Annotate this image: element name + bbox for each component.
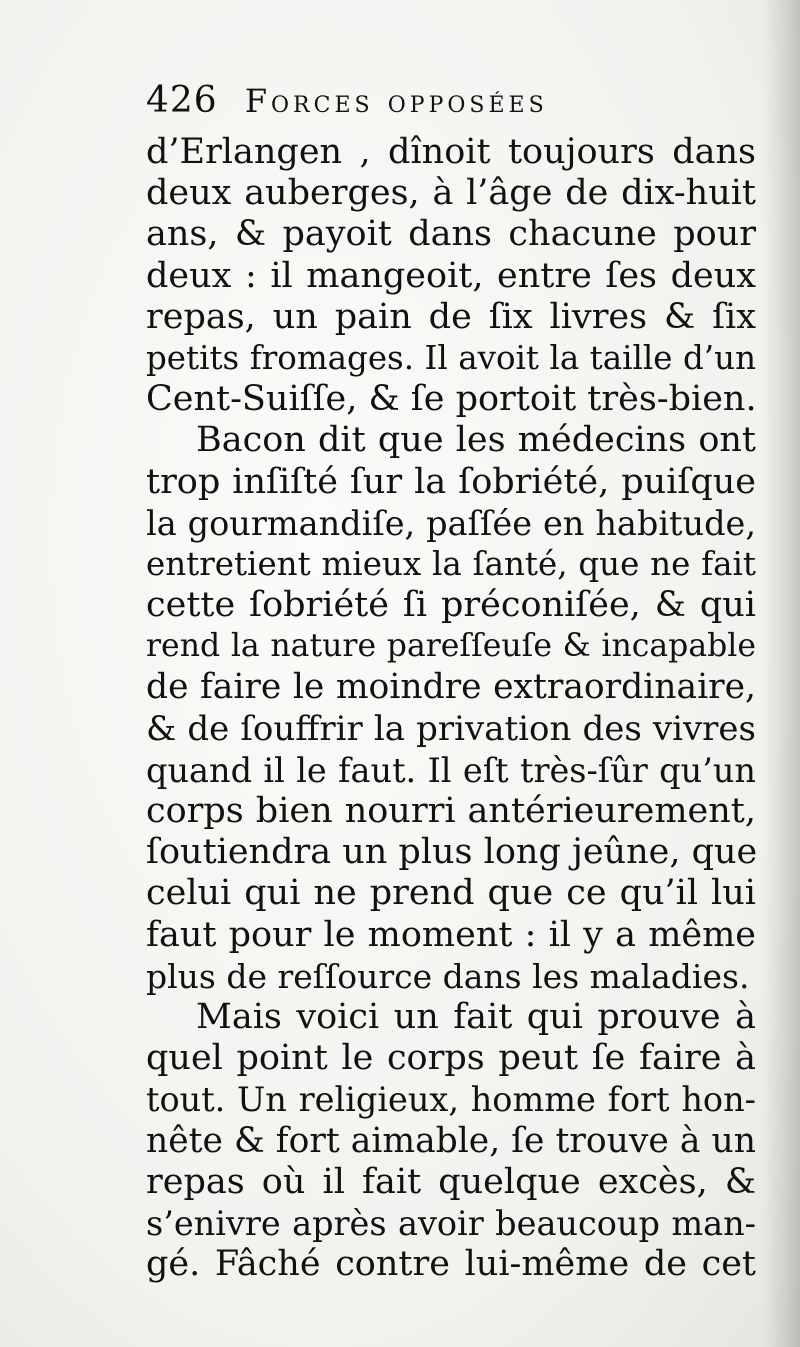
text-line: trop inſiſté ſur la ſobriété, puiſque bbox=[146, 461, 756, 502]
text-line: s’enivre après avoir beaucoup man- bbox=[146, 1203, 756, 1243]
text-line: celui qui ne prend que ce qu’il lui bbox=[146, 873, 756, 914]
text-line: quel point le corps peut ſe faire à bbox=[146, 1038, 756, 1079]
text-line: petits fromages. Il avoit la taille d’un bbox=[146, 338, 756, 377]
text-line: gé. Fâché contre lui-même de cet bbox=[146, 1244, 756, 1285]
text-line: Mais voici un fait qui prouve à bbox=[196, 996, 756, 1037]
text-line: plus de reſſource dans les maladies. bbox=[146, 956, 750, 996]
text-line: Cent-Suiſſe, & ſe portoit très-bien. bbox=[146, 379, 757, 420]
text-line: d’Erlangen , dînoit toujours dans bbox=[146, 132, 756, 172]
text-line: tout. Un religieux, homme fort hon- bbox=[146, 1080, 756, 1120]
page-gutter-shadow bbox=[762, 0, 800, 1347]
text-line: ſoutiendra un plus long jeûne, que bbox=[146, 832, 758, 873]
text-line: la gourmandiſe, paſſée en habitude, bbox=[146, 503, 756, 543]
text-line: entretient mieux la ſanté, que ne fait bbox=[146, 544, 756, 583]
body-text bbox=[146, 132, 756, 1285]
text-line: deux : il mangeoit, entre ſes deux bbox=[146, 255, 756, 296]
text-line: & de ſouffrir la privation des vivres bbox=[146, 708, 756, 749]
text-line: corps bien nourri antérieurement, bbox=[146, 791, 756, 831]
text-line: rend la nature pareſſeuſe & incapable bbox=[146, 628, 756, 665]
text-line: quand il le faut. Il eſt très-ſûr qu’un bbox=[146, 750, 756, 790]
text-line: de faire le moindre extraordinaire, bbox=[146, 667, 756, 708]
page-header bbox=[146, 80, 756, 130]
text-line: Bacon dit que les médecins ont bbox=[196, 420, 756, 461]
text-line: deux auberges, à l’âge de dix-huit bbox=[146, 173, 756, 214]
text-line: ans, & payoit dans chacune pour bbox=[146, 214, 756, 255]
text-line: repas, un pain de ſix livres & ſix bbox=[146, 296, 756, 337]
text-line: repas où il fait quelque excès, & bbox=[146, 1161, 756, 1202]
running-head: Forces opposées bbox=[244, 82, 548, 120]
page-number: 426 bbox=[146, 80, 218, 121]
text-line: cette ſobriété ſi préconiſée, & qui bbox=[146, 585, 756, 626]
text-line: nête & fort aimable, ſe trouve à un bbox=[146, 1120, 756, 1161]
text-line: faut pour le moment : il y a même bbox=[146, 914, 756, 955]
